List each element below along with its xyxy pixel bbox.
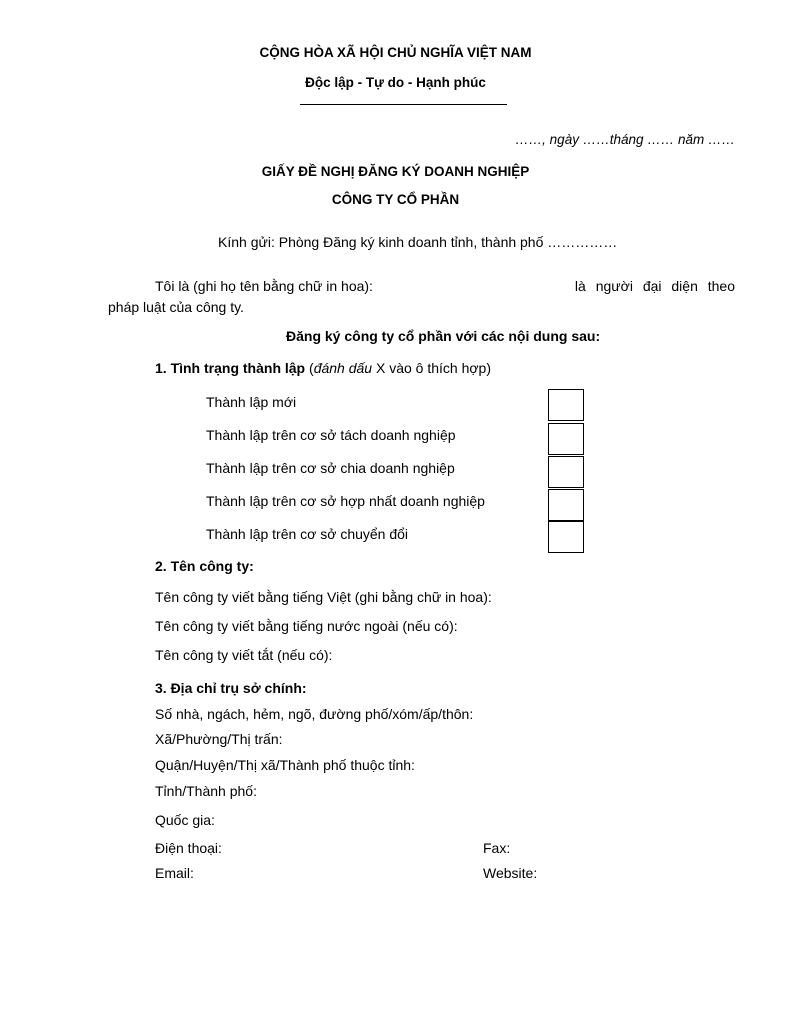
form-title: GIẤY ĐỀ NGHỊ ĐĂNG KÝ DOANH NGHIỆP <box>261 164 530 179</box>
district-field: Quận/Huyện/Thị xã/Thành phố thuộc tỉnh: <box>155 757 415 773</box>
company-short-name-field: Tên công ty viết tắt (nếu có): <box>155 647 333 663</box>
checkbox-split[interactable] <box>548 423 584 455</box>
company-name-vn-field: Tên công ty viết bằng tiếng Việt (ghi bằng chữ in hoa): <box>155 589 492 605</box>
email-field: Email: <box>155 865 194 881</box>
option-label-convert: Thành lập trên cơ sở chuyển đổi <box>206 526 409 542</box>
fax-field: Fax: <box>483 840 511 856</box>
section1-heading <box>155 360 491 376</box>
phone-field: Điện thoại: <box>155 840 222 856</box>
recipient-line: Kính gửi: Phòng Đăng ký kinh doanh tỉnh, thành phố …………… <box>218 234 618 250</box>
section1-hint-open: ( <box>305 360 314 376</box>
form-subtitle: CÔNG TY CỔ PHẦN <box>331 192 460 207</box>
representative-continuation: pháp luật của công ty. <box>108 299 244 315</box>
province-field: Tỉnh/Thành phố: <box>155 783 257 799</box>
ward-field: Xã/Phường/Thị trấn: <box>155 731 283 747</box>
section1-hint-italic: đánh dấu <box>313 360 373 376</box>
intro-line: Đăng ký công ty cổ phần với các nội dung sau: <box>286 328 601 344</box>
website-field: Website: <box>483 865 538 881</box>
representative-suffix: là người đại diện theo <box>574 278 735 294</box>
checkbox-merge[interactable] <box>548 489 584 521</box>
option-label-merge: Thành lập trên cơ sở hợp nhất doanh nghiệp <box>206 493 485 509</box>
section2-heading: 2. Tên công ty: <box>155 558 254 574</box>
company-name-foreign-field: Tên công ty viết bằng tiếng nước ngoài (nếu có): <box>155 618 458 634</box>
option-label-divide: Thành lập trên cơ sở chia doanh nghiệp <box>206 460 455 476</box>
section1-hint-rest: X vào ô thích hợp) <box>372 360 492 376</box>
checkbox-divide[interactable] <box>548 456 584 488</box>
section1-title: 1. Tình trạng thành lập <box>155 360 306 376</box>
representative-label: Tôi là (ghi họ tên bằng chữ in hoa): <box>155 278 373 294</box>
option-label-split: Thành lập trên cơ sở tách doanh nghiệp <box>206 427 456 443</box>
checkbox-convert[interactable] <box>548 521 584 553</box>
motto: Độc lập - Tự do - Hạnh phúc <box>305 75 486 90</box>
street-field: Số nhà, ngách, hẻm, ngõ, đường phố/xóm/ấp/thôn: <box>155 706 474 722</box>
nation-heading: CỘNG HÒA XÃ HỘI CHỦ NGHĨA VIỆT NAM <box>259 45 532 60</box>
country-field: Quốc gia: <box>155 812 215 828</box>
checkbox-new[interactable] <box>548 389 584 421</box>
date-line: ……, ngày ……tháng …… năm …… <box>515 132 735 147</box>
section3-heading: 3. Địa chỉ trụ sở chính: <box>155 680 307 696</box>
header-underline <box>300 104 507 105</box>
option-label-new: Thành lập mới <box>206 394 297 410</box>
